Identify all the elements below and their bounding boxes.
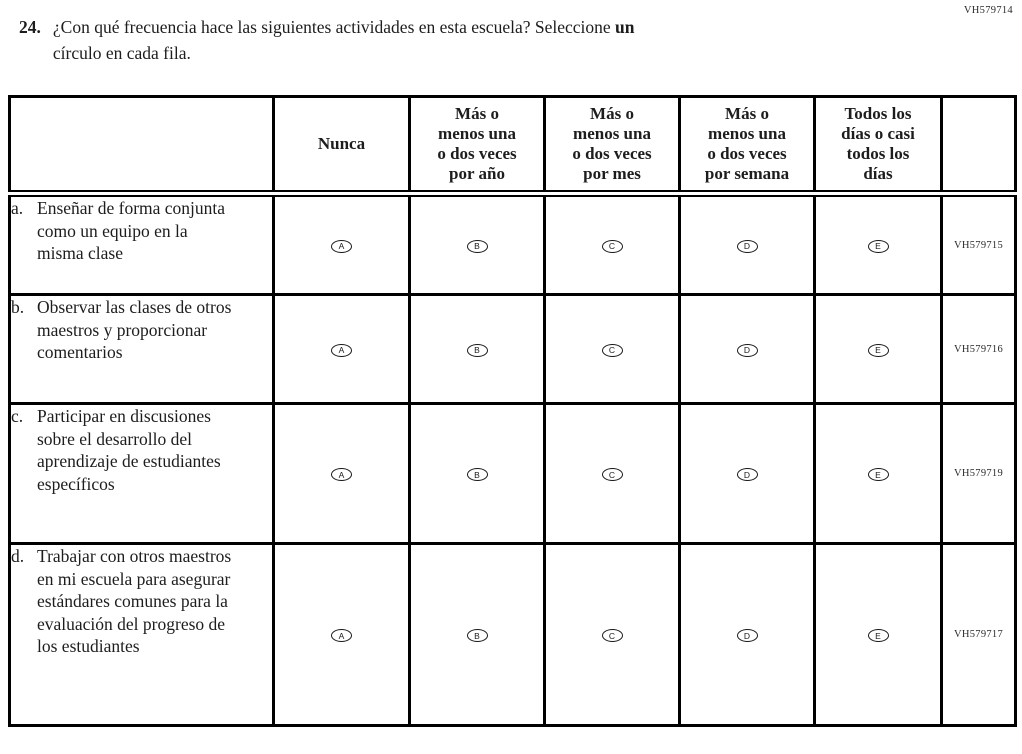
answer-bubble-d-A[interactable]: A [331, 629, 352, 642]
column-header-activity [10, 97, 274, 194]
row-label-a [10, 194, 274, 295]
answer-cell-a-daily[interactable] [815, 194, 942, 295]
answer-bubble-c-A[interactable]: A [331, 468, 352, 481]
answer-bubble-b-A[interactable]: A [331, 344, 352, 357]
answer-bubble-d-D[interactable]: D [737, 629, 758, 642]
answer-cell-b-per-year[interactable] [410, 295, 545, 404]
question-line1: ¿Con qué frecuencia hace las siguientes actividades en esta escuela? Seleccione [52, 17, 611, 37]
item-code-d: VH579717 [942, 544, 1016, 726]
answer-bubble-c-D[interactable]: D [737, 468, 758, 481]
answer-cell-c-nunca[interactable] [274, 404, 410, 544]
answer-cell-a-per-year[interactable] [410, 194, 545, 295]
answer-bubble-a-D[interactable]: D [737, 240, 758, 253]
answer-bubble-d-B[interactable]: B [467, 629, 488, 642]
answer-bubble-a-A[interactable]: A [331, 240, 352, 253]
table-row-c [10, 404, 1016, 544]
header-line: menos una [573, 124, 651, 143]
table-row-a [10, 194, 1016, 295]
row-letter: a. [11, 198, 24, 218]
header-line: o dos veces [572, 144, 652, 163]
answer-bubble-d-E[interactable]: E [868, 629, 889, 642]
answer-bubble-b-B[interactable]: B [467, 344, 488, 357]
row-label-d [10, 544, 274, 726]
table-row-d [10, 544, 1016, 726]
row-label-text: Trabajar con otros maestros en mi escuela para asegurar estándares comunes para la evaluación del progreso de los estudiantes [37, 546, 232, 656]
question-text [53, 14, 635, 66]
answer-cell-b-nunca[interactable] [274, 295, 410, 404]
question-emphasis: un [615, 17, 635, 37]
column-header-code [942, 97, 1016, 194]
answer-bubble-a-B[interactable]: B [467, 240, 488, 253]
row-label-text: Observar las clases de otros maestros y proporcionar comentarios [37, 297, 232, 362]
header-line: menos una [708, 124, 786, 143]
answer-cell-b-per-week[interactable] [680, 295, 815, 404]
header-line: o dos veces [707, 144, 787, 163]
item-code-b: VH579716 [942, 295, 1016, 404]
item-code-a: VH579715 [942, 194, 1016, 295]
row-letter: c. [11, 406, 24, 426]
column-header-per-week [680, 97, 815, 194]
row-letter: d. [11, 546, 25, 566]
page-item-code: VH579714 [963, 5, 1013, 16]
header-line: por año [449, 164, 505, 183]
answer-cell-a-per-month[interactable] [545, 194, 680, 295]
header-line: Nunca [317, 134, 366, 153]
column-header-per-month [545, 97, 680, 194]
question-number: 24. [19, 17, 41, 37]
header-line: días o casi [841, 124, 915, 143]
header-line: menos una [438, 124, 516, 143]
answer-cell-d-nunca[interactable] [274, 544, 410, 726]
column-header-nunca [274, 97, 410, 194]
answer-cell-c-per-month[interactable] [545, 404, 680, 544]
answer-cell-b-per-month[interactable] [545, 295, 680, 404]
header-line: Más o [590, 104, 634, 123]
answer-cell-d-per-year[interactable] [410, 544, 545, 726]
answer-bubble-a-E[interactable]: E [868, 240, 889, 253]
answer-cell-d-daily[interactable] [815, 544, 942, 726]
answer-bubble-b-D[interactable]: D [737, 344, 758, 357]
column-header-per-year [410, 97, 545, 194]
answer-bubble-b-E[interactable]: E [868, 344, 889, 357]
answer-bubble-c-C[interactable]: C [602, 468, 623, 481]
question-line2: círculo en cada fila. [52, 43, 191, 63]
answer-cell-a-per-week[interactable] [680, 194, 815, 295]
header-line: o dos veces [437, 144, 517, 163]
answer-cell-c-per-year[interactable] [410, 404, 545, 544]
item-code-c: VH579719 [942, 404, 1016, 544]
row-letter: b. [11, 297, 25, 317]
table-row-b [10, 295, 1016, 404]
header-line: por semana [704, 164, 790, 183]
frequency-table [8, 95, 1017, 727]
answer-bubble-b-C[interactable]: C [602, 344, 623, 357]
answer-bubble-a-C[interactable]: C [602, 240, 623, 253]
answer-bubble-d-C[interactable]: C [602, 629, 623, 642]
answer-cell-a-nunca[interactable] [274, 194, 410, 295]
header-line: por mes [583, 164, 641, 183]
question-block [19, 14, 959, 66]
row-label-b [10, 295, 274, 404]
header-line: todos los [846, 144, 910, 163]
answer-cell-d-per-month[interactable] [545, 544, 680, 726]
header-line: Todos los [844, 104, 912, 123]
header-line: Más o [725, 104, 769, 123]
answer-cell-d-per-week[interactable] [680, 544, 815, 726]
row-label-text: Participar en discusiones sobre el desarrollo del aprendizaje de estudiantes específicos [37, 406, 221, 494]
answer-bubble-c-B[interactable]: B [467, 468, 488, 481]
header-row [10, 97, 1016, 194]
header-line: Más o [455, 104, 499, 123]
answer-bubble-c-E[interactable]: E [868, 468, 889, 481]
column-header-daily [815, 97, 942, 194]
answer-cell-b-daily[interactable] [815, 295, 942, 404]
header-line: días [863, 164, 893, 183]
answer-cell-c-daily[interactable] [815, 404, 942, 544]
answer-cell-c-per-week[interactable] [680, 404, 815, 544]
row-label-text: Enseñar de forma conjunta como un equipo en la misma clase [37, 198, 226, 263]
row-label-c [10, 404, 274, 544]
